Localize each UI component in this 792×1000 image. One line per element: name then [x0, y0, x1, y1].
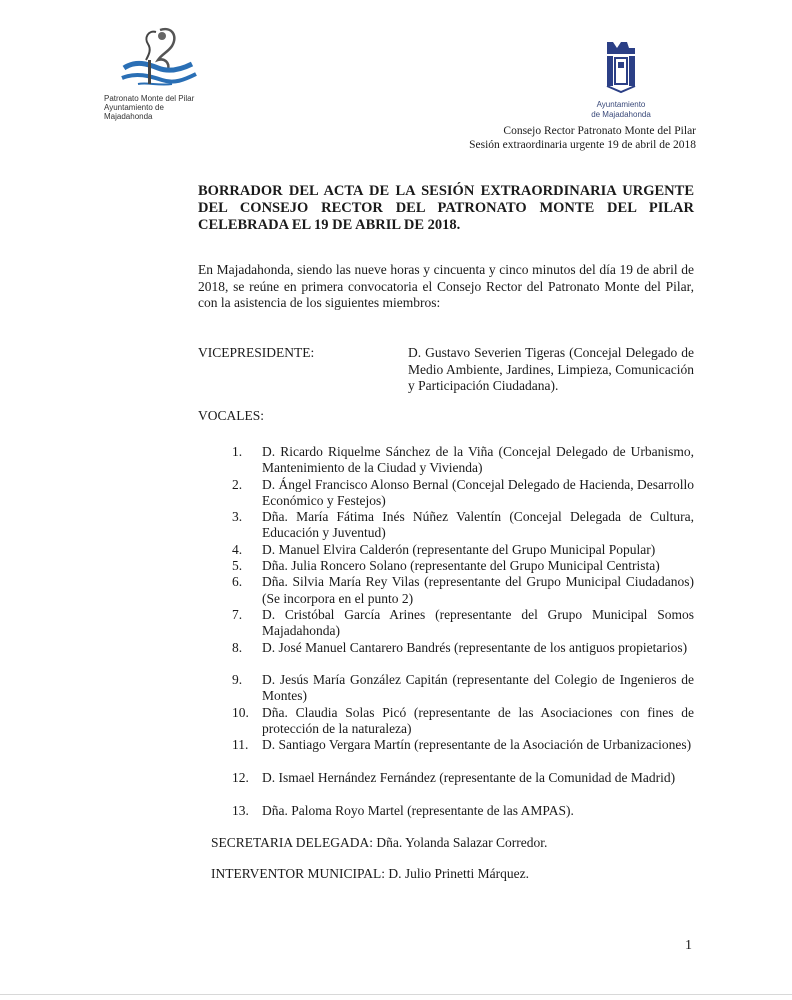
document-title: BORRADOR DEL ACTA DE LA SESIÓN EXTRAORDINARIA URGENTE DEL CONSEJO RECTOR DEL PATRONATO MONTE DEL PILAR CELEBRADA EL 19 DE ABRIL DE 2018. — [198, 183, 694, 233]
list-item-text: D. Cristóbal García Arines (representante del Grupo Municipal Somos Majadahonda) — [262, 606, 694, 639]
vicepresidente-value: D. Gustavo Severien Tigeras (Concejal Delegado de Medio Ambiente, Jardines, Limpieza, Comunicación y Participación Ciudadana). — [408, 345, 694, 393]
intro-paragraph: En Majadahonda, siendo las nueve horas y cincuenta y cinco minutos del día 19 de abril de 2018, se reúne en primera convocatoria el Consejo Rector del Patronato Monte del Pilar, con la asistencia de los siguientes miembros: — [198, 262, 694, 310]
list-item-text: D. Ángel Francisco Alonso Bernal (Concejal Delegado de Hacienda, Desarrollo Económico y Festejos) — [262, 476, 694, 508]
list-item — [232, 558, 694, 574]
right-logo-caption-line1: Ayuntamiento — [596, 100, 646, 109]
page-bottom-edge — [0, 994, 792, 995]
secretaria-line: SECRETARIA DELEGADA: Dña. Yolanda Salazar Corredor. — [211, 835, 548, 850]
interventor-line: INTERVENTOR MUNICIPAL: D. Julio Prinetti Márquez. — [211, 866, 530, 881]
list-item-number: 13. — [232, 802, 249, 818]
left-logo-caption — [104, 94, 214, 121]
list-item — [232, 607, 694, 640]
list-item-text: D. Santiago Vergara Martín (representante de la Asociación de Urbanizaciones) — [262, 737, 692, 753]
list-item — [232, 737, 694, 770]
vicepresidente-label: VICEPRESIDENTE: — [198, 345, 315, 360]
list-item — [232, 672, 694, 705]
list-item-number: 3. — [232, 509, 243, 525]
list-item-text: D. Manuel Elvira Calderón (representante del Grupo Municipal Popular) — [262, 541, 656, 557]
patronato-logo — [104, 24, 208, 121]
list-item-number: 8. — [232, 639, 243, 655]
vocales-label: VOCALES: — [198, 408, 265, 423]
list-item-text: D. Ismael Hernández Fernández (representante de la Comunidad de Madrid) — [262, 769, 676, 785]
list-item-text: Dña. Silvia María Rey Vilas (representante del Grupo Municipal Ciudadanos) (Se incorpora en el punto 2) — [262, 574, 694, 606]
list-item-number: 5. — [232, 558, 243, 574]
list-item-number: 11. — [232, 737, 249, 753]
list-item-text: D. José Manuel Cantarero Bandrés (representante de los antiguos propietarios) — [262, 639, 688, 655]
right-logo-caption-line2: de Majadahonda — [591, 110, 651, 119]
page-number: 1 — [685, 938, 692, 953]
left-logo-caption-line1: Patronato Monte del Pilar — [104, 94, 195, 103]
list-item-text: D. Ricardo Riquelme Sánchez de la Viña (Concejal Delegado de Urbanismo, Mantenimiento de la Ciudad y Vivienda) — [262, 444, 694, 476]
left-logo-caption-line2: Ayuntamiento de Majadahonda — [104, 103, 164, 121]
squirrel-logo-icon — [118, 24, 198, 94]
list-item-number: 12. — [232, 769, 249, 785]
list-item-text: Dña. Paloma Royo Martel (representante de las AMPAS). — [262, 802, 574, 818]
list-item-number: 10. — [232, 704, 249, 720]
list-item — [232, 640, 694, 673]
header-line-2: Sesión extraordinaria urgente 19 de abril de 2018 — [469, 139, 696, 151]
list-item-number: 6. — [232, 574, 243, 590]
list-item-text: Dña. Claudia Solas Picó (representante de las Asociaciones con fines de protección de la naturaleza) — [262, 704, 694, 737]
list-item — [232, 574, 694, 607]
header-reference — [469, 124, 696, 152]
list-item — [232, 542, 694, 558]
ayuntamiento-logo — [588, 38, 654, 118]
list-item — [232, 705, 694, 738]
vocales-list — [232, 444, 694, 819]
list-item-number: 1. — [232, 444, 243, 459]
list-item — [232, 803, 694, 819]
list-item — [232, 477, 694, 510]
list-item-number: 9. — [232, 672, 243, 688]
list-item — [232, 509, 694, 542]
ayuntamiento-crest-icon — [601, 38, 641, 94]
list-item — [232, 770, 694, 803]
list-item-number: 2. — [232, 476, 243, 492]
list-item-text: D. Jesús María González Capitán (representante del Colegio de Ingenieros de Montes) — [262, 672, 694, 704]
list-item-number: 7. — [232, 606, 243, 622]
list-item — [232, 444, 694, 477]
header-line-1: Consejo Rector Patronato Monte del Pilar — [503, 125, 696, 137]
list-item-text: Dña. María Fátima Inés Núñez Valentín (Concejal Delegada de Cultura, Educación y Juventud) — [262, 509, 694, 541]
list-item-number: 4. — [232, 541, 243, 557]
list-item-text: Dña. Julia Roncero Solano (representante del Grupo Municipal Centrista) — [262, 558, 660, 574]
